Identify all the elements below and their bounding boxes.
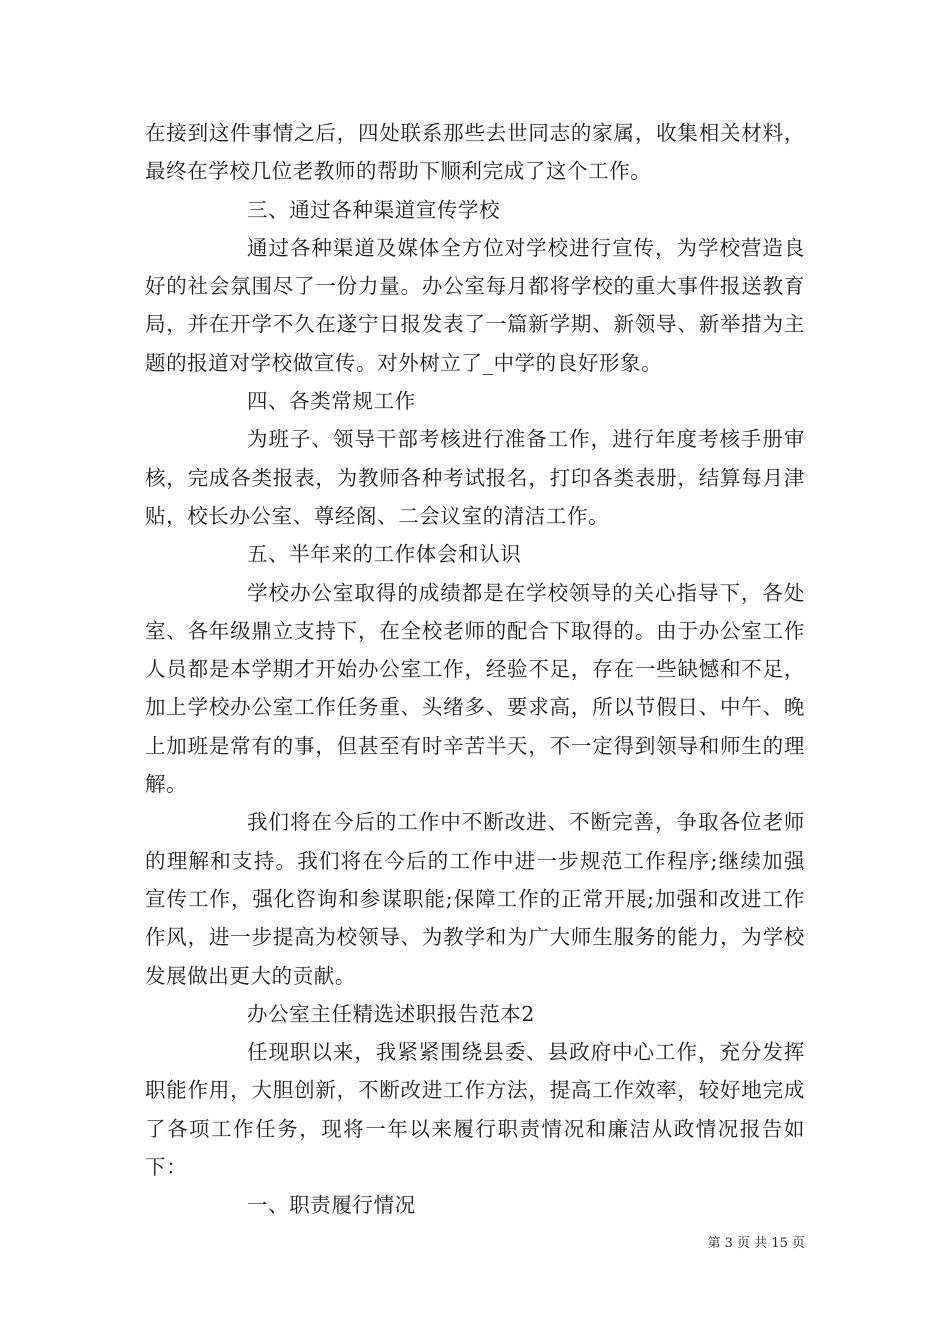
paragraph: 学校办公室取得的成绩都是在学校领导的关心指导下，各处室、各年级鼎立支持下，在全校老师的配合下取得的。由于办公室工作人员都是本学期才开始办公室工作，经验不足，存在一些缺憾和不足，加上学校办公室工作任务重、头绪多、要求高，所以节假日、中午、晚上加班是常有的事，但甚至有时辛苦半天，不一定得到领导和师生的理解。: [145, 580, 805, 797]
paragraph: 在接到这件事情之后，四处联系那些去世同志的家属，收集相关材料，最终在学校几位老教师的帮助下顺利完成了这个工作。: [145, 121, 805, 184]
paragraph: 任现职以来，我紧紧围绕县委、县政府中心工作，充分发挥职能作用，大胆创新，不断改进工作方法，提高工作效率，较好地完成了各项工作任务，现将一年以来履行职责情况和廉洁从政情况报告如下：: [145, 1040, 805, 1180]
page-number: 第 3 页 共 15 页: [707, 1236, 805, 1251]
section-heading: 一、职责履行情况: [247, 1193, 416, 1218]
paragraph: 我们将在今后的工作中不断改进、不断完善，争取各位老师的理解和支持。我们将在今后的工作中进一步规范工作程序;继续加强宣传工作，强化咨询和参谋职能;保障工作的正常开展;加强和改进工作作风，进一步提高为校领导、为教学和为广大师生服务的能力，为学校发展做出更大的贡献。: [145, 810, 805, 988]
section-heading: 三、通过各种渠道宣传学校: [247, 197, 501, 222]
paragraph: 通过各种渠道及媒体全方位对学校进行宣传，为学校营造良好的社会氛围尽了一份力量。办公室每月都将学校的重大事件报送教育局，并在开学不久在遂宁日报发表了一篇新学期、新领导、新举措为主题的报道对学校做宣传。对外树立了_中学的良好形象。: [145, 235, 805, 375]
document-body: [145, 114, 805, 1225]
section-heading: 五、半年来的工作体会和认识: [247, 542, 522, 567]
section-heading: 四、各类常规工作: [247, 389, 416, 414]
report-title: 办公室主任精选述职报告范本2: [247, 1001, 535, 1026]
paragraph: 为班子、领导干部考核进行准备工作，进行年度考核手册审核，完成各类报表，为教师各种考试报名，打印各类表册，结算每月津贴，校长办公室、尊经阁、二会议室的清洁工作。: [145, 427, 805, 528]
